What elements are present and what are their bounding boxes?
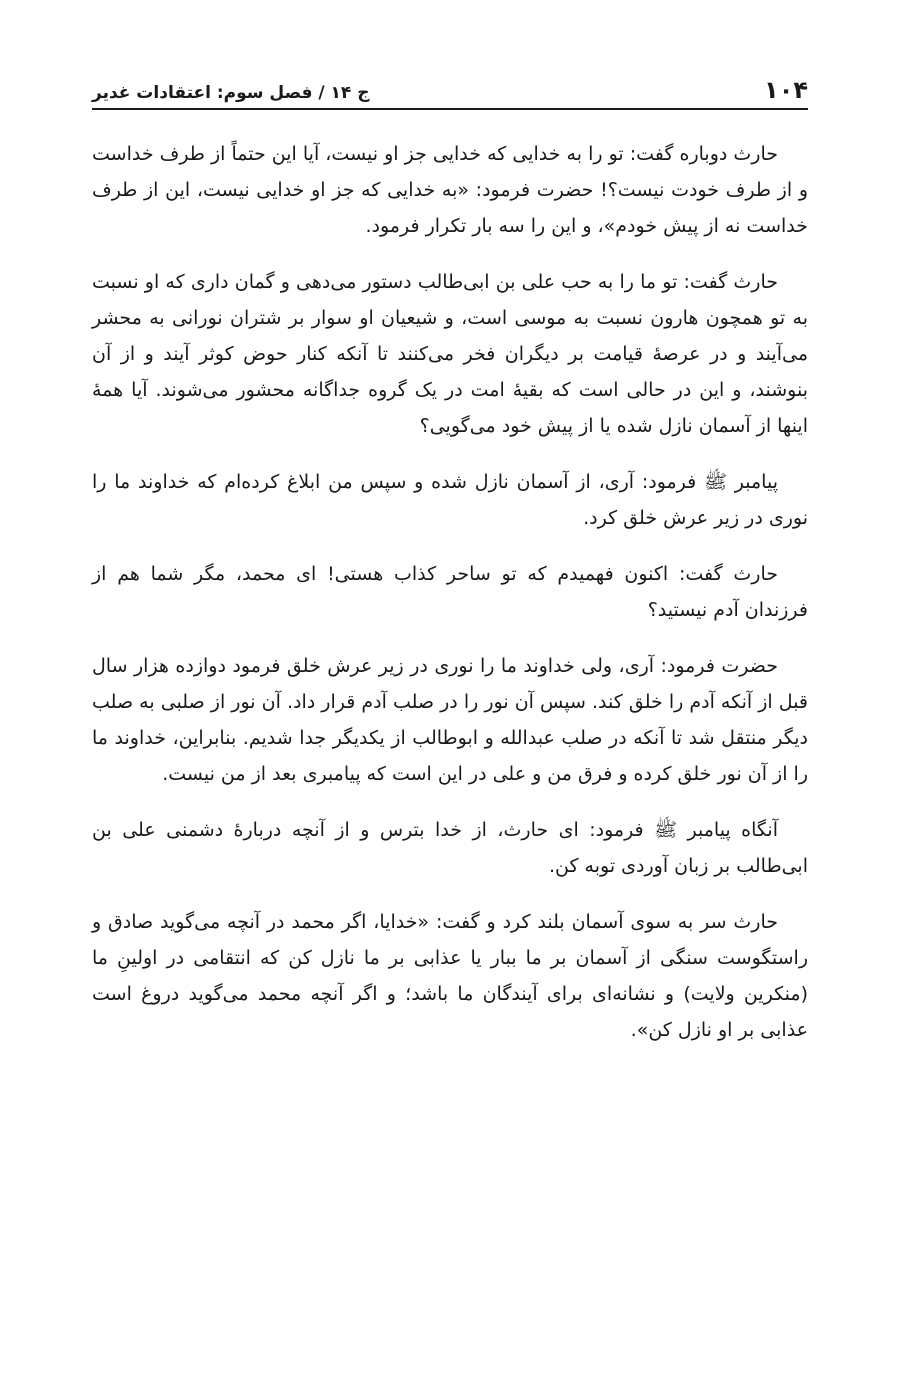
paragraph: حارث سر به سوی آسمان بلند کرد و گفت: «خدایا، اگر محمد در آنچه می‌گوید صادق و راستگوست سنگی از آسمان بر ما ببار یا عذابی بر ما نازل کن که انتقامی در اولینِ ما (منکرین ولایت) و نشانه‌ای برای آیندگان ما باشد؛ و اگر آنچه محمد می‌گوید دروغ است عذابی بر او نازل کن».: [92, 911, 808, 1041]
paragraph: حضرت فرمود: آری، ولی خداوند ما را نوری در زیر عرش خلق فرمود دوازده هزار سال قبل از آنکه آدم را خلق کند. سپس آن نور را در صلب آدم قرار داد. آن نور از صلبی به صلب دیگر منتقل شد تا آنکه در صلب عبدالله و ابوطالب از یکدیگر جدا شدیم. بنابراین، خداوند ما را از آن نور خلق کرده و فرق من و علی در این است که پیامبری بعد از من نیست.: [92, 655, 808, 785]
paragraph: حارث دوباره گفت: تو را به خدایی که خدایی جز او نیست، آیا این حتماً از طرف خداست و از طرف خودت نیست؟! حضرت فرمود: «به خدایی که جز او خدایی نیست، این از طرف خداست نه از پیش خودم»، و این را سه بار تکرار فرمود.: [92, 143, 808, 237]
paragraph: پیامبر ﷺ فرمود: آری، از آسمان نازل شده و سپس من ابلاغ کرده‌ام که خداوند ما را نوری در زیر عرش خلق کرد.: [92, 471, 808, 529]
body-text: [92, 136, 808, 1048]
running-header: [92, 60, 808, 110]
page-number: ۱۰۴: [764, 76, 808, 104]
paragraph: حارث گفت: اکنون فهمیدم که تو ساحر کذاب هستی! ای محمد، مگر شما هم از فرزندان آدم نیستید؟: [92, 563, 808, 621]
book-page: [92, 60, 808, 1068]
paragraph: آنگاه پیامبر ﷺ فرمود: ای حارث، از خدا بترس و از آنچه دربارهٔ دشمنی علی بن ابی‌طالب بر زبان آوردی توبه کن.: [92, 819, 808, 877]
paragraph: حارث گفت: تو ما را به حب علی بن ابی‌طالب دستور می‌دهی و گمان داری که او نسبت به تو همچون هارون نسبت به موسی است، و شیعیان او سوار بر شتران نورانی به محشر می‌آیند و در عرصهٔ قیامت بر دیگران فخر می‌کنند تا آنکه کنار حوض کوثر آیند و از آن بنوشند، و این در حالی است که بقیهٔ امت در یک گروه جداگانه محشور می‌شوند. آیا همهٔ اینها از آسمان نازل شده یا از پیش خود می‌گویی؟: [92, 271, 808, 437]
chapter-title: ج ۱۴ / فصل سوم: اعتقادات غدیر: [92, 83, 370, 103]
